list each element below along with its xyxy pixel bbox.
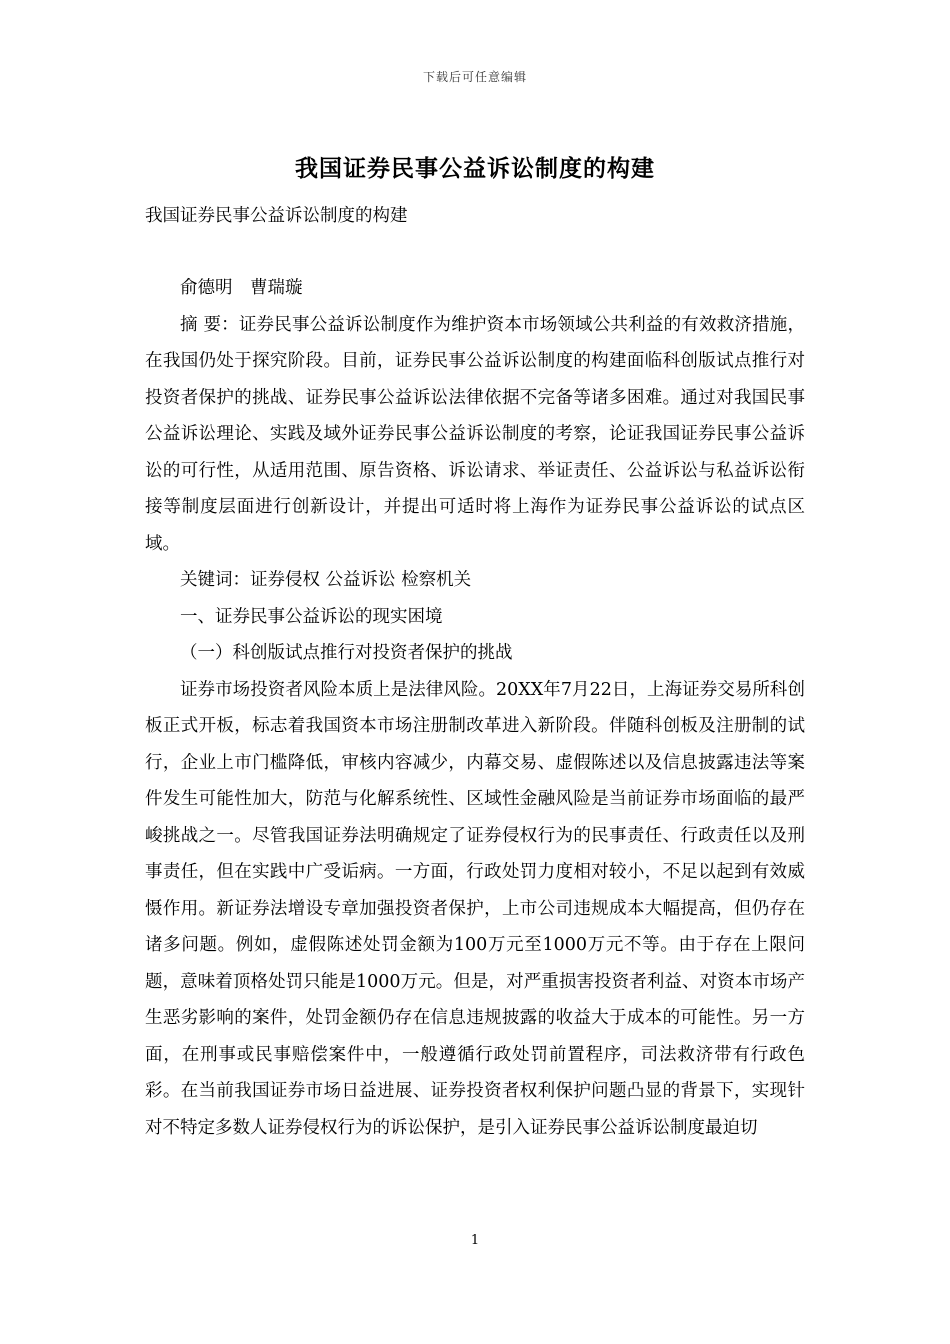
document-subtitle: 我国证券民事公益诉讼制度的构建 bbox=[145, 206, 408, 226]
section-heading: 一、证券民事公益诉讼的现实困境 bbox=[180, 606, 443, 627]
document-title: 我国证券民事公益诉讼制度的构建 bbox=[295, 155, 655, 182]
header-note: 下载后可任意编辑 bbox=[422, 70, 527, 84]
abstract-paragraph: 摘 要：证券民事公益诉讼制度作为维护资本市场领域公共利益的有效救济措施，在我国仍处于探究阶段。目前，证券民事公益诉讼制度的构建面临科创版试点推行对投资者保护的挑战、证券民事公益诉讼法律依据不完备等诸多困难。通过对我国民事公益诉讼理论、实践及域外证券民事公益诉讼制度的考察，论证我国证券民事公益诉讼的可行性，从适用范围、原告资格、诉讼请求、举证责任、公益诉讼与私益诉讼衔接等制度层面进行创新设计，并提出可适时将上海作为证券民事公益诉讼的试点区域。 bbox=[145, 314, 805, 554]
page-number: 1 bbox=[470, 1233, 480, 1248]
body-paragraph: 证券市场投资者风险本质上是法律风险。20XX年7月22日，上海证券交易所科创板正式开板，标志着我国资本市场注册制改革进入新阶段。伴随科创板及注册制的试行，企业上市门槛降低，审核内容减少，内幕交易、虚假陈述以及信息披露违法等案件发生可能性加大，防范与化解系统性、区域性金融风险是当前证券市场面临的最严峻挑战之一。尽管我国证券法明确规定了证券侵权行为的民事责任、行政责任以及刑事责任，但在实践中广受诟病。一方面，行政处罚力度相对较小，不足以起到有效威慑作用。新证券法增设专章加强投资者保护，上市公司违规成本大幅提高，但仍存在诸多问题。例如，虚假陈述处罚金额为100万元至1000万元不等。由于存在上限问题，意味着顶格处罚只能是1000万元。但是，对严重损害投资者利益、对资本市场产生恶劣影响的案件，处罚金额仍存在信息违规披露的收益大于成本的可能性。另一方面，在刑事或民事赔偿案件中，一般遵循行政处罚前置程序，司法救济带有行政色彩。在当前我国证券市场日益进展、证券投资者权利保护问题凸显的背景下，实现针对不特定多数人证券侵权行为的诉讼保护，是引入证券民事公益诉讼制度最迫切 bbox=[145, 679, 805, 1138]
subsection-heading: （一）科创版试点推行对投资者保护的挑战 bbox=[180, 643, 513, 663]
keywords-line: 关键词：证券侵权 公益诉讼 检察机关 bbox=[180, 570, 472, 590]
document-body bbox=[145, 270, 805, 1146]
authors-line: 俞德明 曹瑞璇 bbox=[180, 278, 303, 298]
